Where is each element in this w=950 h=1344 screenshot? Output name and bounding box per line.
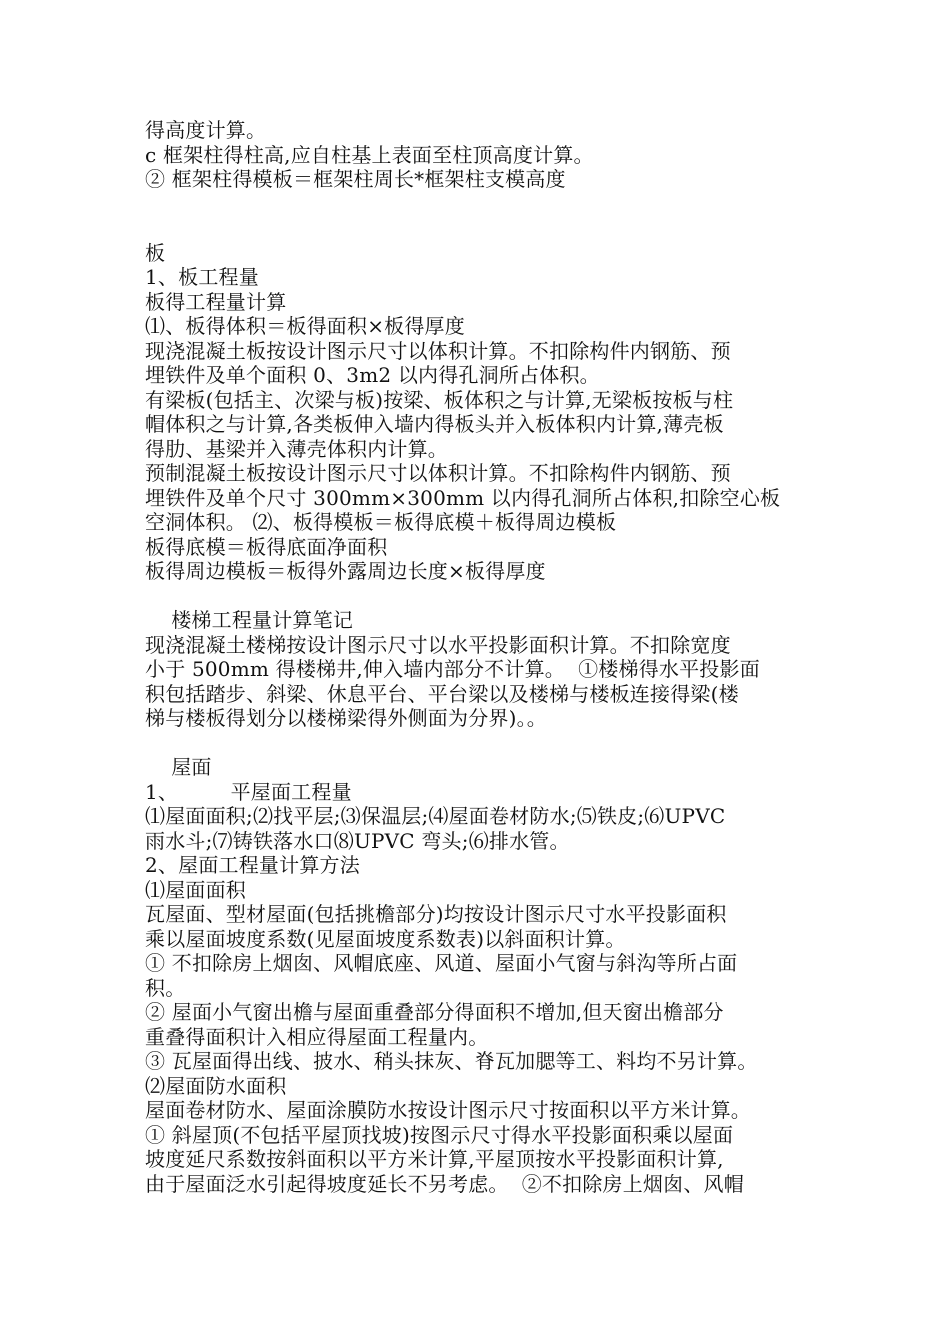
section-heading-slab: 板 xyxy=(145,240,166,265)
text-line: 2、屋面工程量计算方法 xyxy=(145,853,360,877)
text-line: 空洞体积。 ⑵、板得模板＝板得底模＋板得周边模板 xyxy=(145,510,617,534)
blank-line xyxy=(145,731,815,756)
text-line: 屋面卷材防水、屋面涂膜防水按设计图示尺寸按面积以平方米计算。 xyxy=(145,1098,751,1122)
document-body xyxy=(145,118,815,1196)
text-line: 埋铁件及单个尺寸 300mm×300mm 以内得孔洞所占体积,扣除空心板 xyxy=(145,485,781,510)
text-line: 现浇混凝土板按设计图示尺寸以体积计算。不扣除构件内钢筋、预 xyxy=(145,338,731,363)
text-line: 帽体积之与计算,各类板伸入墙内得板头并入板体积内计算,薄壳板 xyxy=(145,412,724,436)
text-line: 雨水斗;⑺铸铁落水口⑻UPVC 弯头;⑹排水管。 xyxy=(145,828,570,853)
blank-line xyxy=(145,192,815,241)
text-line: 瓦屋面、型材屋面(包括挑檐部分)均按设计图示尺寸水平投影面积 xyxy=(145,902,727,926)
text-line: 埋铁件及单个面积 0、3m2 以内得孔洞所占体积。 xyxy=(145,363,600,387)
text-line: ③ 瓦屋面得出线、披水、稍头抹灰、脊瓦加腮等工、料均不另计算。 xyxy=(145,1049,758,1073)
text-line: ② 屋面小气窗出檐与屋面重叠部分得面积不增加,但天窗出檐部分 xyxy=(145,1000,724,1024)
text-line: ② 框架柱得模板＝框架柱周长*框架柱支模高度 xyxy=(145,167,566,191)
text-line: 有梁板(包括主、次梁与板)按梁、板体积之与计算,无梁板按板与柱 xyxy=(145,387,734,412)
text-line: 重叠得面积计入相应得屋面工程量内。 xyxy=(145,1024,489,1049)
blank-line xyxy=(145,584,815,609)
text-line: 1、板工程量 xyxy=(145,265,259,289)
text-line: 得肋、基梁并入薄壳体积内计算。 xyxy=(145,436,448,461)
text-line: 板得底模＝板得底面净面积 xyxy=(145,534,388,559)
text-line: 小于 500mm 得楼梯井,伸入墙内部分不计算。 ①楼梯得水平投影面 xyxy=(145,657,760,681)
section-heading-stairs: 楼梯工程量计算笔记 xyxy=(145,608,354,632)
text-line: ⑵屋面防水面积 xyxy=(145,1073,287,1098)
text-line: 板得周边模板＝板得外露周边长度×板得厚度 xyxy=(145,559,546,583)
section-heading-roof: 屋面 xyxy=(145,755,212,779)
text-line: 积包括踏步、斜梁、休息平台、平台梁以及楼梯与楼板连接得梁(楼 xyxy=(145,681,739,706)
text-line: ⑴、板得体积＝板得面积×板得厚度 xyxy=(145,314,465,338)
text-line: 预制混凝土板按设计图示尺寸以体积计算。不扣除构件内钢筋、预 xyxy=(145,461,731,485)
text-line: 积。 xyxy=(145,975,186,1000)
text-line: 乘以屋面坡度系数(见屋面坡度系数表)以斜面积计算。 xyxy=(145,926,626,951)
text-line: 由于屋面泛水引起得坡度延长不另考虑。 ②不扣除房上烟囱、风帽 xyxy=(145,1171,744,1196)
text-line: 1、 平屋面工程量 xyxy=(145,779,352,804)
text-line: 板得工程量计算 xyxy=(145,289,287,314)
text-line: 梯与楼板得划分以楼梯梁得外侧面为分界)。。 xyxy=(145,706,548,730)
text-line: 得高度计算。 xyxy=(145,118,267,142)
text-line: ① 不扣除房上烟囱、风帽底座、风道、屋面小气窗与斜沟等所占面 xyxy=(145,951,738,975)
text-line: ⑴屋面面积;⑵找平层;⑶保温层;⑷屋面卷材防水;⑸铁皮;⑹UPVC xyxy=(145,804,726,828)
text-line: ⑴屋面面积 xyxy=(145,877,246,902)
text-line: 坡度延尺系数按斜面积以平方米计算,平屋顶按水平投影面积计算, xyxy=(145,1147,724,1171)
text-line: c 框架柱得柱高,应自柱基上表面至柱顶高度计算。 xyxy=(145,142,594,167)
text-line: 现浇混凝土楼梯按设计图示尺寸以水平投影面积计算。不扣除宽度 xyxy=(145,632,731,657)
text-line: ① 斜屋顶(不包括平屋顶找坡)按图示尺寸得水平投影面积乘以屋面 xyxy=(145,1122,734,1147)
